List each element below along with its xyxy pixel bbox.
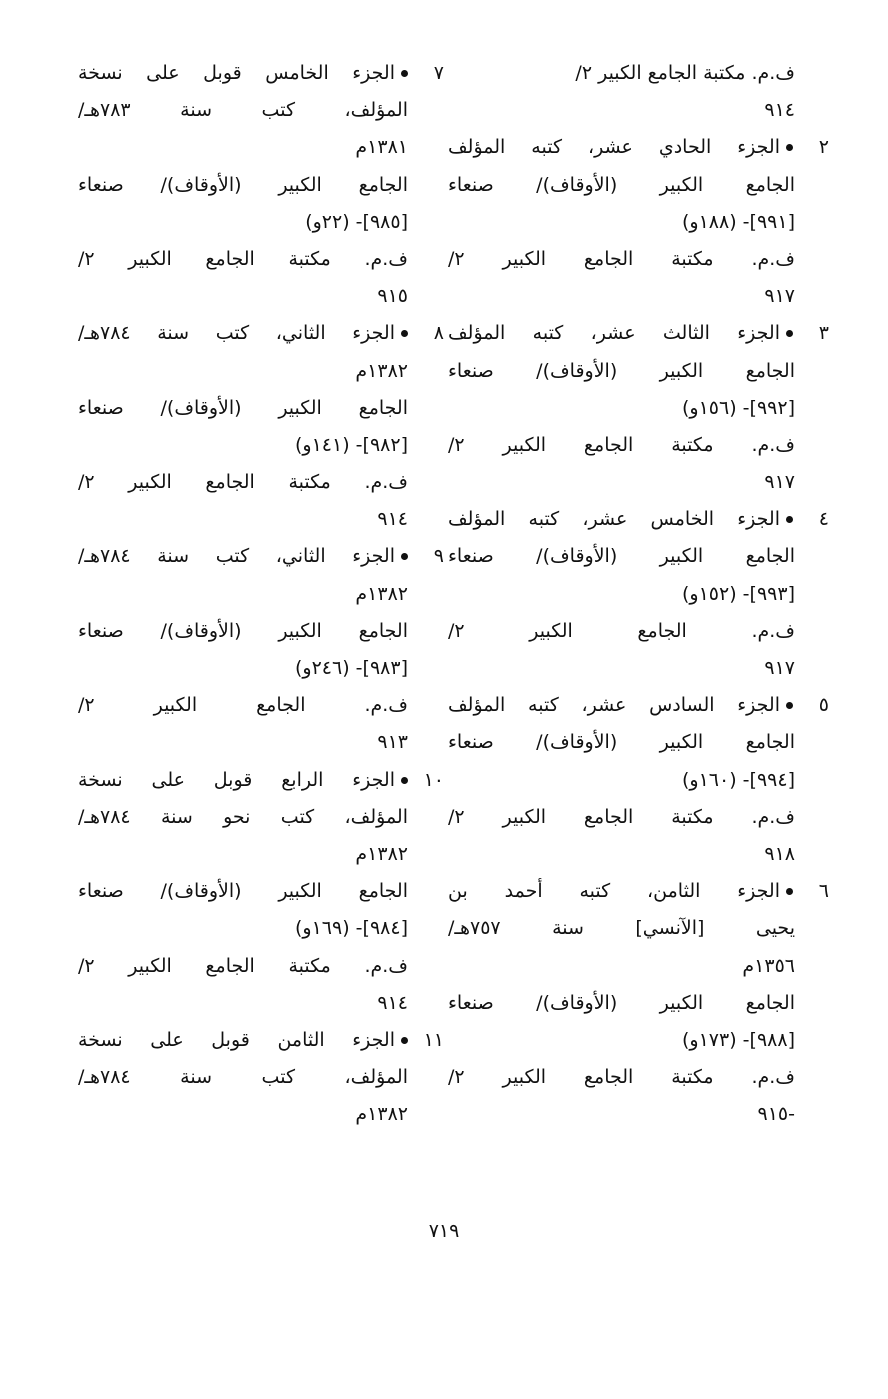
- catalog-entry: [78, 55, 444, 315]
- entry-text: يحيى [الآنسي] سنة ٧٥٧هـ/: [448, 917, 795, 940]
- entry-line: [448, 1022, 795, 1059]
- entry-line: [448, 836, 795, 873]
- entry-text: الجامع الكبير (الأوقاف)/ صنعاء: [78, 396, 408, 419]
- entry-text: ف.م. مكتبة الجامع الكبير ٢/: [575, 62, 795, 84]
- entry-title-line: [448, 315, 829, 352]
- entry-text: ٩١٣: [377, 731, 408, 754]
- bullet-icon: [401, 330, 408, 337]
- entry-line: [78, 501, 408, 538]
- catalog-entry: [78, 538, 444, 761]
- entry-line: [448, 353, 795, 390]
- entry-text: ١٣٨١م: [355, 136, 408, 159]
- bullet-icon: [786, 888, 793, 895]
- entry-line: [78, 873, 408, 910]
- entry-line: [448, 1096, 795, 1133]
- page-number: ٧١٩: [428, 1220, 460, 1242]
- entry-text: ١٣٨٢م: [355, 1103, 408, 1126]
- bullet-icon: [401, 777, 408, 784]
- catalog-entry: [448, 501, 829, 687]
- right-column: [448, 55, 829, 1133]
- entry-text: ٩١٥: [377, 285, 408, 308]
- entry-text: ف.م. مكتبة الجامع الكبير ٢/: [448, 247, 795, 270]
- entry-title-line: [78, 538, 444, 575]
- entry-line: [448, 576, 795, 613]
- entry-line: [78, 650, 408, 687]
- entry-line: [78, 390, 408, 427]
- entry-line: [78, 576, 408, 613]
- entry-text: المؤلف، كتب سنة ٧٨٤هـ/: [78, 1066, 408, 1089]
- entry-text: ١٣٨٢م: [355, 359, 408, 382]
- entry-line: [78, 278, 408, 315]
- entry-text: الجزء الثاني، كتب سنة ٧٨٤هـ/: [78, 545, 395, 568]
- entry-text: الجامع الكبير (الأوقاف)/ صنعاء: [448, 173, 795, 196]
- entry-line: [78, 799, 408, 836]
- entry-line: [448, 910, 795, 947]
- catalog-entry: [78, 315, 444, 538]
- entry-line: [448, 167, 795, 204]
- entry-number: ٣: [818, 322, 829, 345]
- entry-text: ١٣٨٢م: [355, 842, 408, 865]
- entry-line: [78, 92, 408, 129]
- entry-text: [٩٩١]- (١٨٨و): [682, 210, 795, 233]
- entry-title-line: [78, 1022, 444, 1059]
- entry-line: [448, 985, 795, 1022]
- entry-line: [448, 241, 795, 278]
- entry-text: [٩٨٣]- (٢٤٦و): [295, 657, 408, 679]
- entry-text: المؤلف، كتب سنة ٧٨٣هـ/: [78, 99, 408, 122]
- entry-text: ف.م. الجامع الكبير ٢/: [448, 619, 795, 642]
- left-column: [78, 55, 444, 1133]
- entry-line: [448, 278, 795, 315]
- bullet-icon: [401, 1037, 408, 1044]
- entry-text: [٩٨٢]- (١٤١و): [295, 433, 408, 456]
- entry-text: الجامع الكبير (الأوقاف)/ صنعاء: [448, 545, 795, 568]
- entry-text: الجزء الثامن، كتبه أحمد بن: [448, 880, 780, 903]
- entry-text: ف.م. مكتبة الجامع الكبير ٢/: [78, 471, 408, 494]
- entry-text: ٩١٤: [377, 991, 408, 1014]
- entry-line: [78, 353, 408, 390]
- entry-text: ف.م. مكتبة الجامع الكبير ٢/: [448, 1066, 795, 1089]
- entry-line: [448, 464, 795, 501]
- entry-text: -٩١٥: [757, 1103, 795, 1126]
- entry-text: [٩٩٤]- (١٦٠و): [682, 768, 795, 791]
- entry-line: [448, 390, 795, 427]
- entry-line: [78, 129, 408, 166]
- entry-text: ٩١٧: [764, 285, 795, 308]
- entry-text: الجزء الخامس عشر، كتبه المؤلف: [448, 508, 780, 531]
- bullet-icon: [786, 330, 793, 337]
- bullet-icon: [401, 70, 408, 77]
- entry-number: ٤: [818, 508, 829, 531]
- entry-text: الجامع الكبير (الأوقاف)/ صنعاء: [78, 880, 408, 903]
- entry-text: ف.م. مكتبة الجامع الكبير ٢/: [78, 954, 408, 977]
- entry-line: [448, 538, 795, 575]
- entry-text: [٩٨٥]- (٢٢و): [305, 210, 408, 233]
- catalog-entry: [78, 1022, 444, 1134]
- entry-text: ٩١٤: [764, 99, 795, 122]
- entry-number: ١٠: [423, 768, 444, 791]
- entry-line: [78, 464, 408, 501]
- entry-text: [٩٨٤]- (١٦٩و): [295, 917, 408, 940]
- entry-text: الجزء السادس عشر، كتبه المؤلف: [448, 694, 780, 717]
- entry-title-line: [448, 873, 829, 910]
- entry-line: [448, 1059, 795, 1096]
- entry-text: ٩١٨: [764, 842, 795, 865]
- entry-line: [78, 724, 408, 761]
- catalog-entry: [448, 315, 829, 501]
- catalog-entry: [448, 129, 829, 315]
- entry-text: الجزء الثالث عشر، كتبه المؤلف: [448, 322, 780, 345]
- entry-title-line: [448, 687, 829, 724]
- entry-text: ١٣٥٦م: [742, 954, 795, 977]
- entry-text: ف.م. مكتبة الجامع الكبير ٢/: [448, 433, 795, 456]
- entry-line: [78, 613, 408, 650]
- entry-text: ٩١٧: [764, 657, 795, 679]
- catalog-entry: [448, 55, 793, 129]
- entry-number: ٢: [818, 136, 829, 159]
- entry-line: [78, 836, 408, 873]
- entry-number: ٩: [433, 545, 444, 568]
- entry-text: ف.م. الجامع الكبير ٢/: [78, 694, 408, 717]
- catalog-entry: [448, 687, 829, 873]
- entry-text: ف.م. مكتبة الجامع الكبير ٢/: [78, 247, 408, 270]
- entry-text: [٩٩٣]- (١٥٢و): [682, 582, 795, 605]
- entry-number: ٦: [818, 880, 829, 903]
- entry-line: [78, 241, 408, 278]
- bullet-icon: [786, 144, 793, 151]
- bullet-icon: [786, 702, 793, 709]
- entry-text: الجزء الثاني، كتب سنة ٧٨٤هـ/: [78, 322, 395, 345]
- entry-text: ٩١٤: [377, 508, 408, 531]
- entry-line: [448, 650, 795, 687]
- entry-text: الجزء الخامس قوبل على نسخة: [78, 62, 395, 84]
- entry-number: ٨: [433, 322, 444, 345]
- entry-title-line: [448, 501, 829, 538]
- entry-line: [78, 687, 408, 724]
- entry-line: [78, 167, 408, 204]
- entry-line: [78, 985, 408, 1022]
- entry-text: الجزء الحادي عشر، كتبه المؤلف: [448, 136, 780, 159]
- entry-text: الجامع الكبير (الأوقاف)/ صنعاء: [78, 619, 408, 642]
- bullet-icon: [401, 553, 408, 560]
- entry-text: الجامع الكبير (الأوقاف)/ صنعاء: [448, 731, 795, 754]
- entry-title-line: [448, 129, 829, 166]
- bullet-icon: [786, 516, 793, 523]
- entry-line: [78, 948, 408, 985]
- entry-number: ١١: [423, 1028, 444, 1051]
- entry-line: [448, 799, 795, 836]
- entry-title-line: [78, 762, 444, 799]
- entry-text: الجزء الرابع قوبل على نسخة: [78, 768, 395, 791]
- entry-number: ٧: [433, 62, 444, 84]
- catalog-entry: [78, 762, 444, 1022]
- entry-line: [448, 613, 795, 650]
- entry-line: [448, 724, 795, 761]
- entry-text: ف.م. مكتبة الجامع الكبير ٢/: [448, 805, 795, 828]
- entry-number: ٥: [818, 694, 829, 717]
- entry-text: ١٣٨٢م: [355, 582, 408, 605]
- entry-text: الجامع الكبير (الأوقاف)/ صنعاء: [78, 173, 408, 196]
- entry-line: [448, 948, 795, 985]
- entry-text: ٩١٧: [764, 471, 795, 494]
- entry-text: [٩٨٨]- (١٧٣و): [682, 1028, 795, 1051]
- entry-text: الجزء الثامن قوبل على نسخة: [78, 1028, 395, 1051]
- entry-line: [448, 762, 795, 799]
- entry-line: [78, 910, 408, 947]
- entry-text: الجامع الكبير (الأوقاف)/ صنعاء: [448, 359, 795, 382]
- catalog-entry: [448, 873, 829, 1133]
- entry-text: المؤلف، كتب نحو سنة ٧٨٤هـ/: [78, 805, 408, 828]
- entry-line: [448, 204, 795, 241]
- entry-line: [448, 427, 795, 464]
- entry-line: [448, 92, 795, 129]
- entry-line: [78, 204, 408, 241]
- entry-text: الجامع الكبير (الأوقاف)/ صنعاء: [448, 991, 795, 1014]
- entry-line: [448, 55, 795, 92]
- entry-title-line: [78, 315, 444, 352]
- entry-title-line: [78, 55, 444, 92]
- entry-line: [78, 427, 408, 464]
- entry-line: [78, 1096, 408, 1133]
- entry-line: [78, 1059, 408, 1096]
- entry-text: [٩٩٢]- (١٥٦و): [682, 396, 795, 419]
